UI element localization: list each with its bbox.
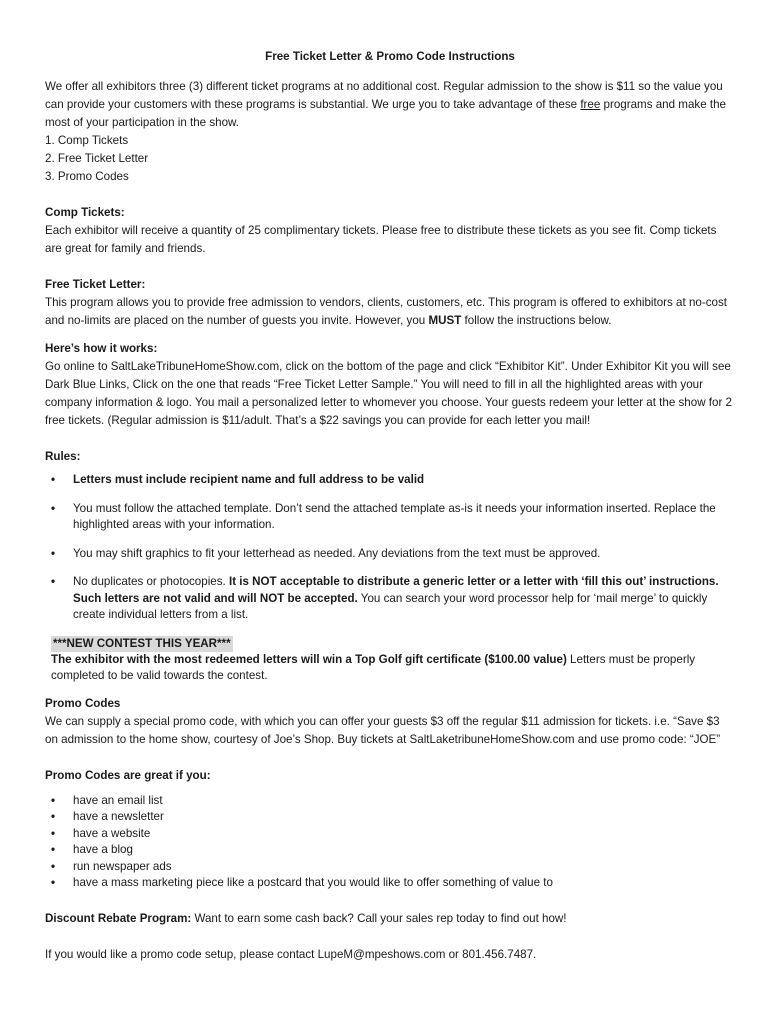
list-item [45,826,735,843]
document-page [45,48,735,964]
rule-4-bold-text: It is NOT acceptable to distribute a generic letter or a letter with ‘fill this out’ instructions. Such letters are not valid and will NOT be accepted. [73,575,719,605]
contest-body [51,652,735,685]
bullet-icon: • [51,575,56,588]
rules-heading: Rules: [45,450,81,463]
program-item-3: 3. Promo Codes [45,170,129,183]
how-it-works-heading: Here’s how it works: [45,342,158,355]
rule-4-tail-text: You can search your word processor help for ‘mail merge’ to quickly create individual letters from a list. [73,591,708,621]
bullet-icon: • [51,501,56,515]
rule-1-text: Letters must include recipient name and full address to be valid [73,473,425,486]
comp-tickets-body: Each exhibitor will receive a quantity of 25 complimentary tickets. Please free to distribute these tickets as you see fit. Comp tickets are great for family and friends. [45,224,717,255]
list-item-text: run newspaper ads [73,859,172,873]
promo-great-list [45,793,735,892]
bullet-icon: • [51,826,56,840]
how-it-works-body: Go online to SaltLakeTribuneHomeShow.com, click on the bottom of the page and click “Exhibitor Kit”. Under Exhibitor Kit you will see Dark Blue Links, Click on the one that reads “Free Ticket Letter Sample.” You will need to fill in all the highlighted areas with your company information & logo. You mail a personalized letter to whomever you choose. Your guests redeem your letter at the show for 2 free tickets. (Regular admission is $11/adult. That’s a $22 savings you can provide for each letter you mail! [45,360,732,427]
intro-text-end: programs and make the most of your participation in the show. [45,98,726,129]
intro-paragraph [45,78,735,132]
list-item-text: have a blog [73,843,133,856]
bullet-icon: • [51,546,56,560]
bullet-icon: • [51,473,56,486]
promo-great-heading: Promo Codes are great if you: [45,768,211,782]
list-item [45,793,735,810]
bullet-icon: • [51,876,56,889]
rule-item-2 [45,501,735,534]
contact-paragraph: If you would like a promo code setup, please contact LupeM@mpeshows.com or 801.456.7487. [45,947,537,961]
rules-list [45,472,735,624]
rebate-body: Want to earn some cash back? Call your sales rep today to find out how! [191,911,567,925]
rebate-heading: Discount Rebate Program: [45,911,192,925]
list-item-text: have a website [73,826,151,840]
free-ticket-letter-text-end: follow the instructions below. [461,314,612,327]
must-emphasis: MUST [428,314,462,327]
free-ticket-letter-text: This program allows you to provide free admission to vendors, clients, customers, etc. This program is offered to exhibitors at no-cost and no-limits are placed on the number of guests you invite. However, you [45,296,727,327]
list-item [45,859,735,876]
promo-codes-heading: Promo Codes [45,696,121,710]
list-item [45,809,735,826]
rule-4-text: No duplicates or photocopies. [73,575,229,588]
bullet-icon: • [51,793,56,807]
rule-item-4 [45,574,735,624]
program-item-2: 2. Free Ticket Letter [45,152,149,165]
contest-bold-text: The exhibitor with the most redeemed letters will win a Top Golf gift certificate ($100.00 value) [51,652,567,666]
list-item-text: have a newsletter [73,810,164,823]
list-item-text: have a mass marketing piece like a postcard that you would like to offer something of value to [73,876,553,889]
list-item-text: have an email list [73,793,163,807]
rule-2-text: You must follow the attached template. Don’t send the attached template as-is it needs your information inserted. Replace the highlighted areas with your information. [73,501,716,531]
rule-item-3 [45,546,735,563]
rebate-paragraph [45,910,735,928]
list-item [45,875,735,892]
rule-item-1 [45,472,735,489]
contest-section [51,636,735,685]
document-title: Free Ticket Letter & Promo Code Instructions [265,50,515,63]
free-ticket-letter-heading: Free Ticket Letter: [45,278,146,291]
program-item-1: 1. Comp Tickets [45,134,129,147]
list-item [45,842,735,859]
bullet-icon: • [51,843,56,856]
free-ticket-letter-body [45,294,735,330]
rule-3-text: You may shift graphics to fit your letterhead as needed. Any deviations from the text must be approved. [73,546,601,560]
intro-text-start: We offer all exhibitors three (3) different ticket programs at no additional cost. Regular admission to the show is $11 so the value you can provide your customers with these programs is substantial. We urge you to take advantage of these [45,80,723,111]
intro-free-word: free [580,98,601,111]
promo-codes-body: We can supply a special promo code, with which you can offer your guests $3 off the regular $11 admission for tickets. i.e. “Save $3 on admission to the home show, courtesy of Joe’s Shop. Buy tickets at SaltLaketribuneHomeShow.com and use promo code: “JOE” [45,714,721,746]
comp-tickets-heading: Comp Tickets: [45,206,125,219]
contest-tail-text: Letters must be properly completed to be valid towards the contest. [51,652,696,682]
contest-tag: ***NEW CONTEST THIS YEAR*** [53,636,231,650]
bullet-icon: • [51,810,56,823]
bullet-icon: • [51,859,56,873]
